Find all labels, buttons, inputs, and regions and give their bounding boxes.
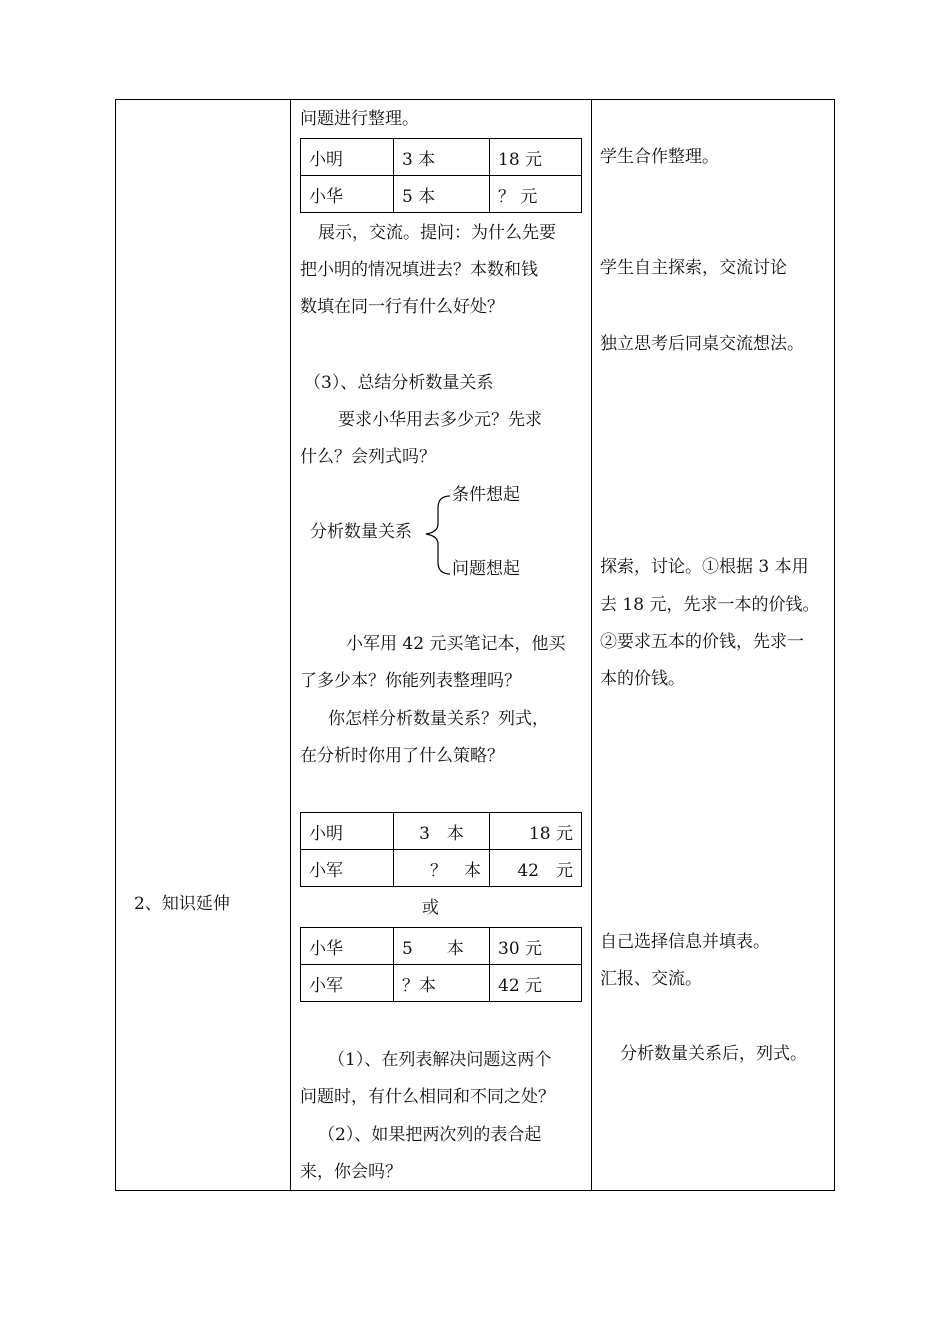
or-label: 或 bbox=[422, 898, 439, 918]
table-cell: 30 元 bbox=[490, 928, 582, 965]
activity-line: 探索，讨论。①根据 3 本用 bbox=[600, 557, 809, 577]
diagram-bottom-label: 问题想起 bbox=[452, 559, 520, 579]
activity-text: 学生自主探索，交流讨论 bbox=[600, 258, 787, 278]
table-cell: 小军 bbox=[301, 965, 394, 1002]
record-table-1 bbox=[300, 138, 582, 213]
intro-text: 问题进行整理。 bbox=[300, 109, 419, 129]
paragraph-line: 数填在同一行有什么好处？ bbox=[300, 297, 504, 317]
diagram-left-label: 分析数量关系 bbox=[310, 522, 412, 542]
table-row bbox=[301, 928, 582, 965]
activity-line: 本的价钱。 bbox=[600, 669, 685, 689]
table-cell: 18 元 bbox=[490, 139, 582, 176]
paragraph-line: 什么？会列式吗？ bbox=[300, 447, 436, 467]
paragraph-line: 要求小华用去多少元？先求 bbox=[338, 410, 542, 430]
question-line: （1）、在列表解决问题这两个 bbox=[328, 1050, 552, 1070]
table-row bbox=[301, 850, 582, 887]
activity-text: 汇报、交流。 bbox=[600, 969, 702, 989]
activity-text: 独立思考后同桌交流想法。 bbox=[600, 334, 804, 354]
table-cell: 小军 bbox=[301, 850, 394, 887]
column-divider bbox=[591, 100, 592, 1190]
table-cell: 小明 bbox=[301, 813, 394, 850]
question-line: 来，你会吗？ bbox=[300, 1162, 402, 1182]
activity-line: ②要求五本的价钱，先求一 bbox=[600, 632, 804, 652]
question-line: （2）、如果把两次列的表合起 bbox=[318, 1125, 542, 1145]
record-table-2 bbox=[300, 812, 582, 887]
table-row bbox=[301, 813, 582, 850]
stage-label: 2、知识延伸 bbox=[134, 894, 230, 914]
table-cell: 3 本 bbox=[394, 139, 490, 176]
table-row bbox=[301, 965, 582, 1002]
activity-text: 自己选择信息并填表。 bbox=[600, 932, 770, 952]
table-cell: 小华 bbox=[301, 176, 394, 213]
table-cell: 42 元 bbox=[490, 965, 582, 1002]
paragraph-line: 在分析时你用了什么策略？ bbox=[300, 746, 504, 766]
table-cell: 5 本 bbox=[394, 928, 490, 965]
paragraph-line: 小军用 42 元买笔记本，他买 bbox=[346, 634, 566, 654]
table-cell: ？ 本 bbox=[394, 850, 490, 887]
activity-text: 分析数量关系后，列式。 bbox=[620, 1044, 807, 1064]
table-row bbox=[301, 176, 582, 213]
paragraph-line: 了多少本？你能列表整理吗？ bbox=[300, 671, 521, 691]
activity-text: 学生合作整理。 bbox=[600, 147, 719, 167]
table-row bbox=[301, 139, 582, 176]
table-cell: 小明 bbox=[301, 139, 394, 176]
table-cell: ？ 元 bbox=[490, 176, 582, 213]
table-cell: 3 本 bbox=[394, 813, 490, 850]
table-cell: 5 本 bbox=[394, 176, 490, 213]
paragraph-line: 你怎样分析数量关系？列式， bbox=[328, 709, 549, 729]
diagram-top-label: 条件想起 bbox=[452, 485, 520, 505]
column-divider bbox=[290, 100, 291, 1190]
paragraph-line: 展示，交流。提问：为什么先要 bbox=[318, 223, 556, 243]
activity-line: 去 18 元，先求一本的价钱。 bbox=[600, 595, 820, 615]
record-table-3 bbox=[300, 927, 582, 1002]
brace-icon bbox=[420, 490, 454, 580]
paragraph-line: 把小明的情况填进去？本数和钱 bbox=[300, 260, 538, 280]
section-heading: （3）、总结分析数量关系 bbox=[304, 373, 494, 393]
table-cell: 42 元 bbox=[490, 850, 582, 887]
question-line: 问题时，有什么相同和不同之处？ bbox=[300, 1087, 555, 1107]
table-cell: 小华 bbox=[301, 928, 394, 965]
table-cell: 18 元 bbox=[490, 813, 582, 850]
table-cell: ？本 bbox=[394, 965, 490, 1002]
